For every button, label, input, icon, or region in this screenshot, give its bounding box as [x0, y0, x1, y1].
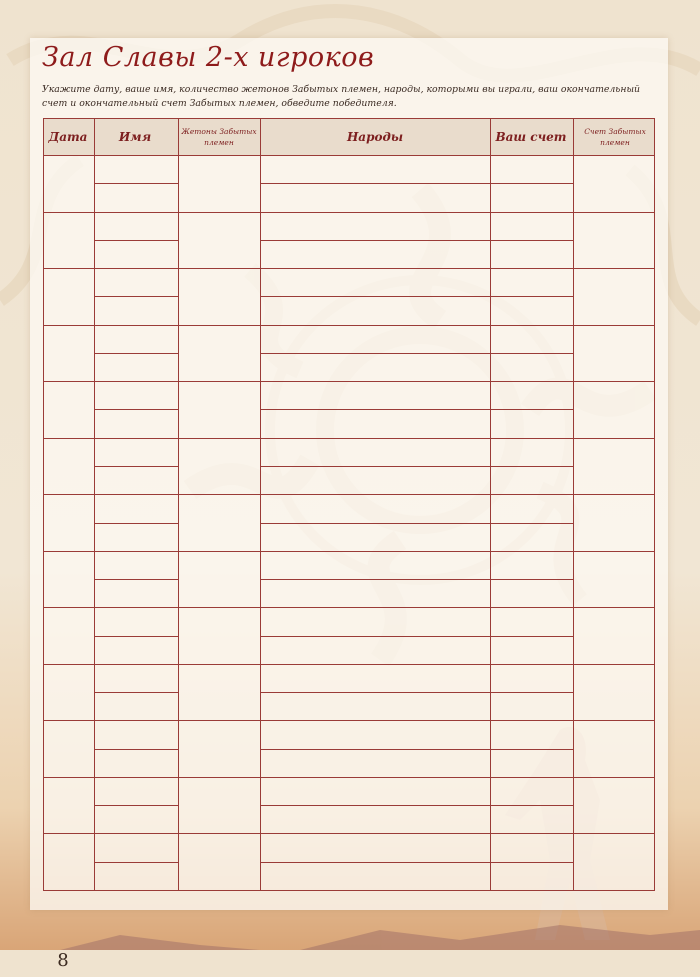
game-block-rule [43, 494, 655, 495]
player-row-rule [94, 466, 178, 467]
game-block-rule [43, 607, 655, 608]
instructions-text: Укажите дату, ваше имя, количество жетонов Забытых племен, народы, которыми вы играли, ваш окончательный счет и окончательный счет Забытых племен, обведите победителя. [42, 84, 641, 109]
player-row-rule [94, 409, 178, 410]
game-block-rule [43, 325, 655, 326]
player-row-rule [94, 636, 178, 637]
player-row-rule [94, 749, 178, 750]
game-block-rule [43, 833, 655, 834]
game-block-rule [43, 890, 655, 891]
column-rule [654, 118, 655, 890]
player-row-rule [260, 183, 573, 184]
game-block-rule [43, 720, 655, 721]
player-row-rule [94, 240, 178, 241]
column-rule [43, 118, 44, 890]
header-bottom-rule [43, 155, 655, 156]
page-title: Зал Славы 2-х игроков [42, 42, 375, 73]
column-rule [573, 118, 574, 890]
player-row-rule [260, 409, 573, 410]
player-row-rule [94, 692, 178, 693]
player-row-rule [94, 183, 178, 184]
game-block-rule [43, 268, 655, 269]
player-row-rule [260, 862, 573, 863]
column-rule [178, 118, 179, 890]
player-row-rule [260, 692, 573, 693]
column-header-tokens: Жетоны Забытых племен [181, 126, 257, 147]
game-block-rule [43, 438, 655, 439]
game-block-rule [43, 664, 655, 665]
player-row-rule [94, 805, 178, 806]
player-row-rule [260, 296, 573, 297]
player-row-rule [260, 353, 573, 354]
table-top-rule [43, 118, 655, 119]
page-number: 8 [57, 949, 69, 971]
score-table [43, 118, 655, 890]
column-rule [94, 118, 95, 890]
game-block-rule [43, 212, 655, 213]
hall-of-fame-sheet [30, 38, 668, 971]
game-block-rule [43, 777, 655, 778]
game-block-rule [43, 381, 655, 382]
player-row-rule [94, 353, 178, 354]
player-row-rule [260, 805, 573, 806]
column-header-name: Имя [118, 129, 152, 144]
column-header-races: Народы [346, 129, 404, 144]
column-rule [260, 118, 261, 890]
player-row-rule [260, 579, 573, 580]
player-row-rule [260, 523, 573, 524]
player-row-rule [260, 749, 573, 750]
player-row-rule [94, 579, 178, 580]
column-header-tribes-score: Счет Забытых племен [584, 126, 646, 147]
column-rule [490, 118, 491, 890]
column-header-score: Ваш счет [495, 129, 567, 144]
player-row-rule [94, 862, 178, 863]
player-row-rule [260, 240, 573, 241]
player-row-rule [260, 636, 573, 637]
player-row-rule [94, 296, 178, 297]
column-header-date: Дата [48, 129, 88, 144]
player-row-rule [260, 466, 573, 467]
player-row-rule [94, 523, 178, 524]
game-block-rule [43, 551, 655, 552]
